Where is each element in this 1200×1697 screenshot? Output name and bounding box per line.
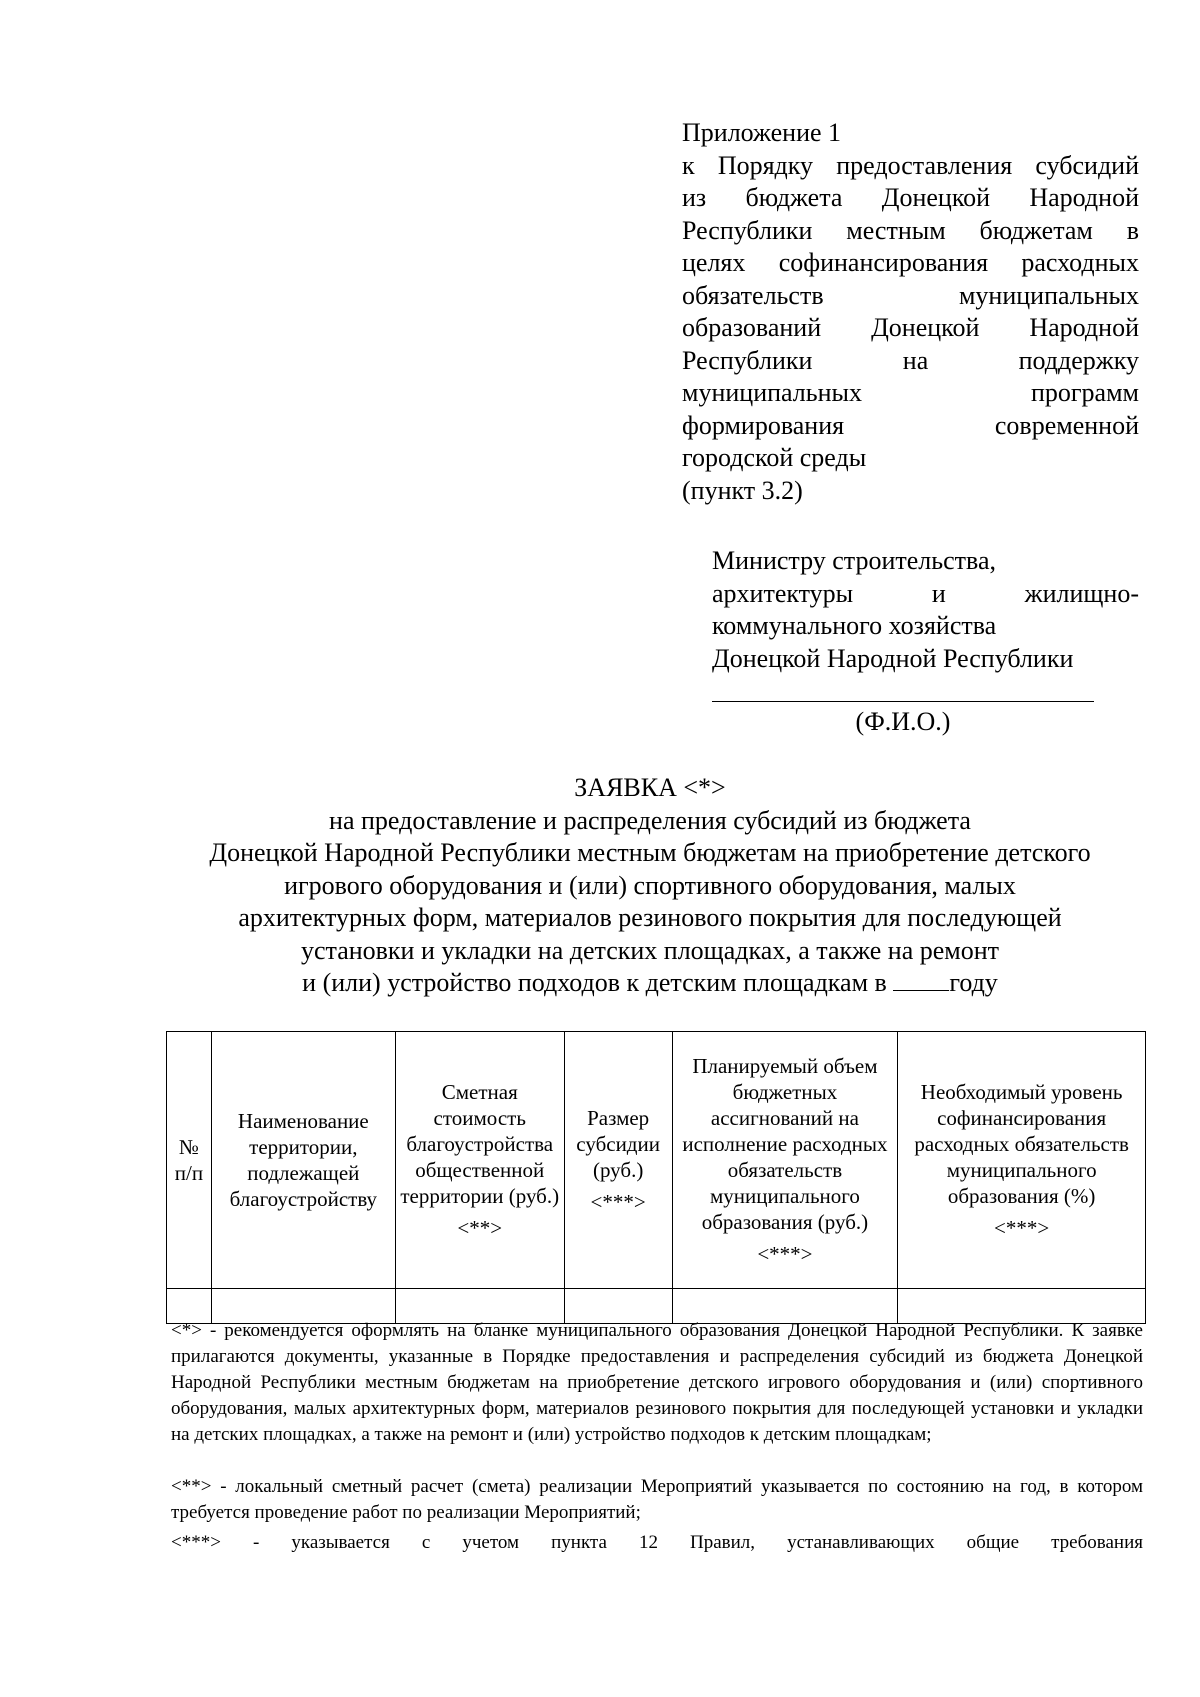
header-text: Сметная стоимость благоустройства общественной территории (руб.) (400, 1080, 560, 1208)
header-footnote-mark: <***> (994, 1216, 1050, 1240)
appendix-line: Республики на поддержку (682, 345, 1139, 375)
header-text: Планируемый объем бюджетных ассигнований на исполнение расходных обязательств муниципального образования (руб.) (682, 1054, 888, 1234)
appendix-line: Республики местным бюджетам в (682, 215, 1139, 245)
appendix-line: формирования современной (682, 410, 1139, 440)
appendix-line: из бюджета Донецкой Народной (682, 183, 1139, 212)
addressee-block (712, 545, 1139, 675)
request-subtitle-line: игрового оборудования и (или) спортивного оборудования, малых (284, 870, 1016, 900)
header-text: Необходимый уровень софинансирования расходных обязательств муниципального образования (%) (914, 1080, 1129, 1208)
request-title-block (150, 772, 1150, 1000)
request-subtitle-text: и (или) устройство подходов к детским площадкам в (302, 968, 894, 997)
appendix-line: образований Донецкой Народной (682, 313, 1139, 342)
request-subtitle-last-line (150, 967, 1150, 1000)
header-planned-budget (672, 1032, 898, 1289)
header-text: № п/п (174, 1135, 204, 1185)
header-text: Размер субсидии (руб.) (576, 1106, 660, 1182)
appendix-title: Приложение 1 (682, 118, 842, 147)
fio-label: (Ф.И.О.) (855, 707, 951, 736)
request-subtitle-year: году (949, 968, 998, 997)
request-table (166, 1031, 1146, 1324)
appendix-line: городской среды (682, 443, 867, 472)
header-footnote-mark: <***> (590, 1190, 646, 1214)
header-footnote-mark: <***> (757, 1242, 813, 1266)
appendix-line: муниципальных программ (682, 378, 1139, 407)
appendix-line: к Порядку предоставления субсидий (682, 150, 1139, 180)
footnote-3: <***> - указывается с учетом пункта 12 Правил, устанавливающих общие требования (171, 1532, 1143, 1553)
addressee-line: архитектуры и жилищно- (712, 578, 1139, 608)
addressee-line: Донецкой Народной Республики (712, 643, 1074, 673)
footnote-1: <*> - рекомендуется оформлять на бланке муниципального образования Донецкой Народной Республики. К заявке прилагаются документы, указанные в Порядке предоставления и распределения субсидий из бюджета Донецкой Народной Республики местным бюджетам на приобретение детского игрового оборудования и (или) спортивного оборудования, малых архитектурных форм, материалов резинового покрытия для последующей установки и укладки на детских площадках, а также на ремонт и (или) устройство подходов к детским площадкам; (171, 1320, 1143, 1445)
header-footnote-mark: <**> (457, 1216, 503, 1240)
header-estimated-cost (395, 1032, 564, 1289)
footnote-2: <**> - локальный сметный расчет (смета) реализации Мероприятий указывается по состоянию на год, в котором требуется проведение работ по реализации Мероприятий; (171, 1476, 1143, 1523)
footnotes-block (171, 1318, 1143, 1556)
header-number (167, 1032, 212, 1289)
header-subsidy-amount (564, 1032, 672, 1289)
appendix-line: (пункт 3.2) (682, 475, 803, 505)
table-header-row (167, 1032, 1146, 1289)
addressee-line: коммунального хозяйства (712, 611, 997, 640)
request-subtitle-line: архитектурных форм, материалов резинового покрытия для последующей (238, 903, 1062, 932)
header-territory-name (211, 1032, 395, 1289)
request-subtitle-line: установки и укладки на детских площадках, а также на ремонт (300, 935, 1000, 965)
request-subtitle-line: Донецкой Народной Республики местным бюджетам на приобретение детского (209, 838, 1091, 867)
appendix-line: обязательств муниципальных (682, 280, 1139, 310)
request-heading: ЗАЯВКА <*> (574, 773, 726, 802)
header-cofinancing-level (898, 1032, 1146, 1289)
header-text: Наименование территории, подлежащей благоустройству (229, 1109, 378, 1211)
appendix-line: целях софинансирования расходных (682, 248, 1139, 277)
addressee-line: Министру строительства, (712, 546, 996, 575)
year-blank (893, 968, 949, 991)
request-subtitle-line: на предоставление и распределения субсидий из бюджета (329, 805, 971, 835)
appendix-block (682, 117, 1139, 507)
fio-blank-line (712, 701, 1094, 702)
